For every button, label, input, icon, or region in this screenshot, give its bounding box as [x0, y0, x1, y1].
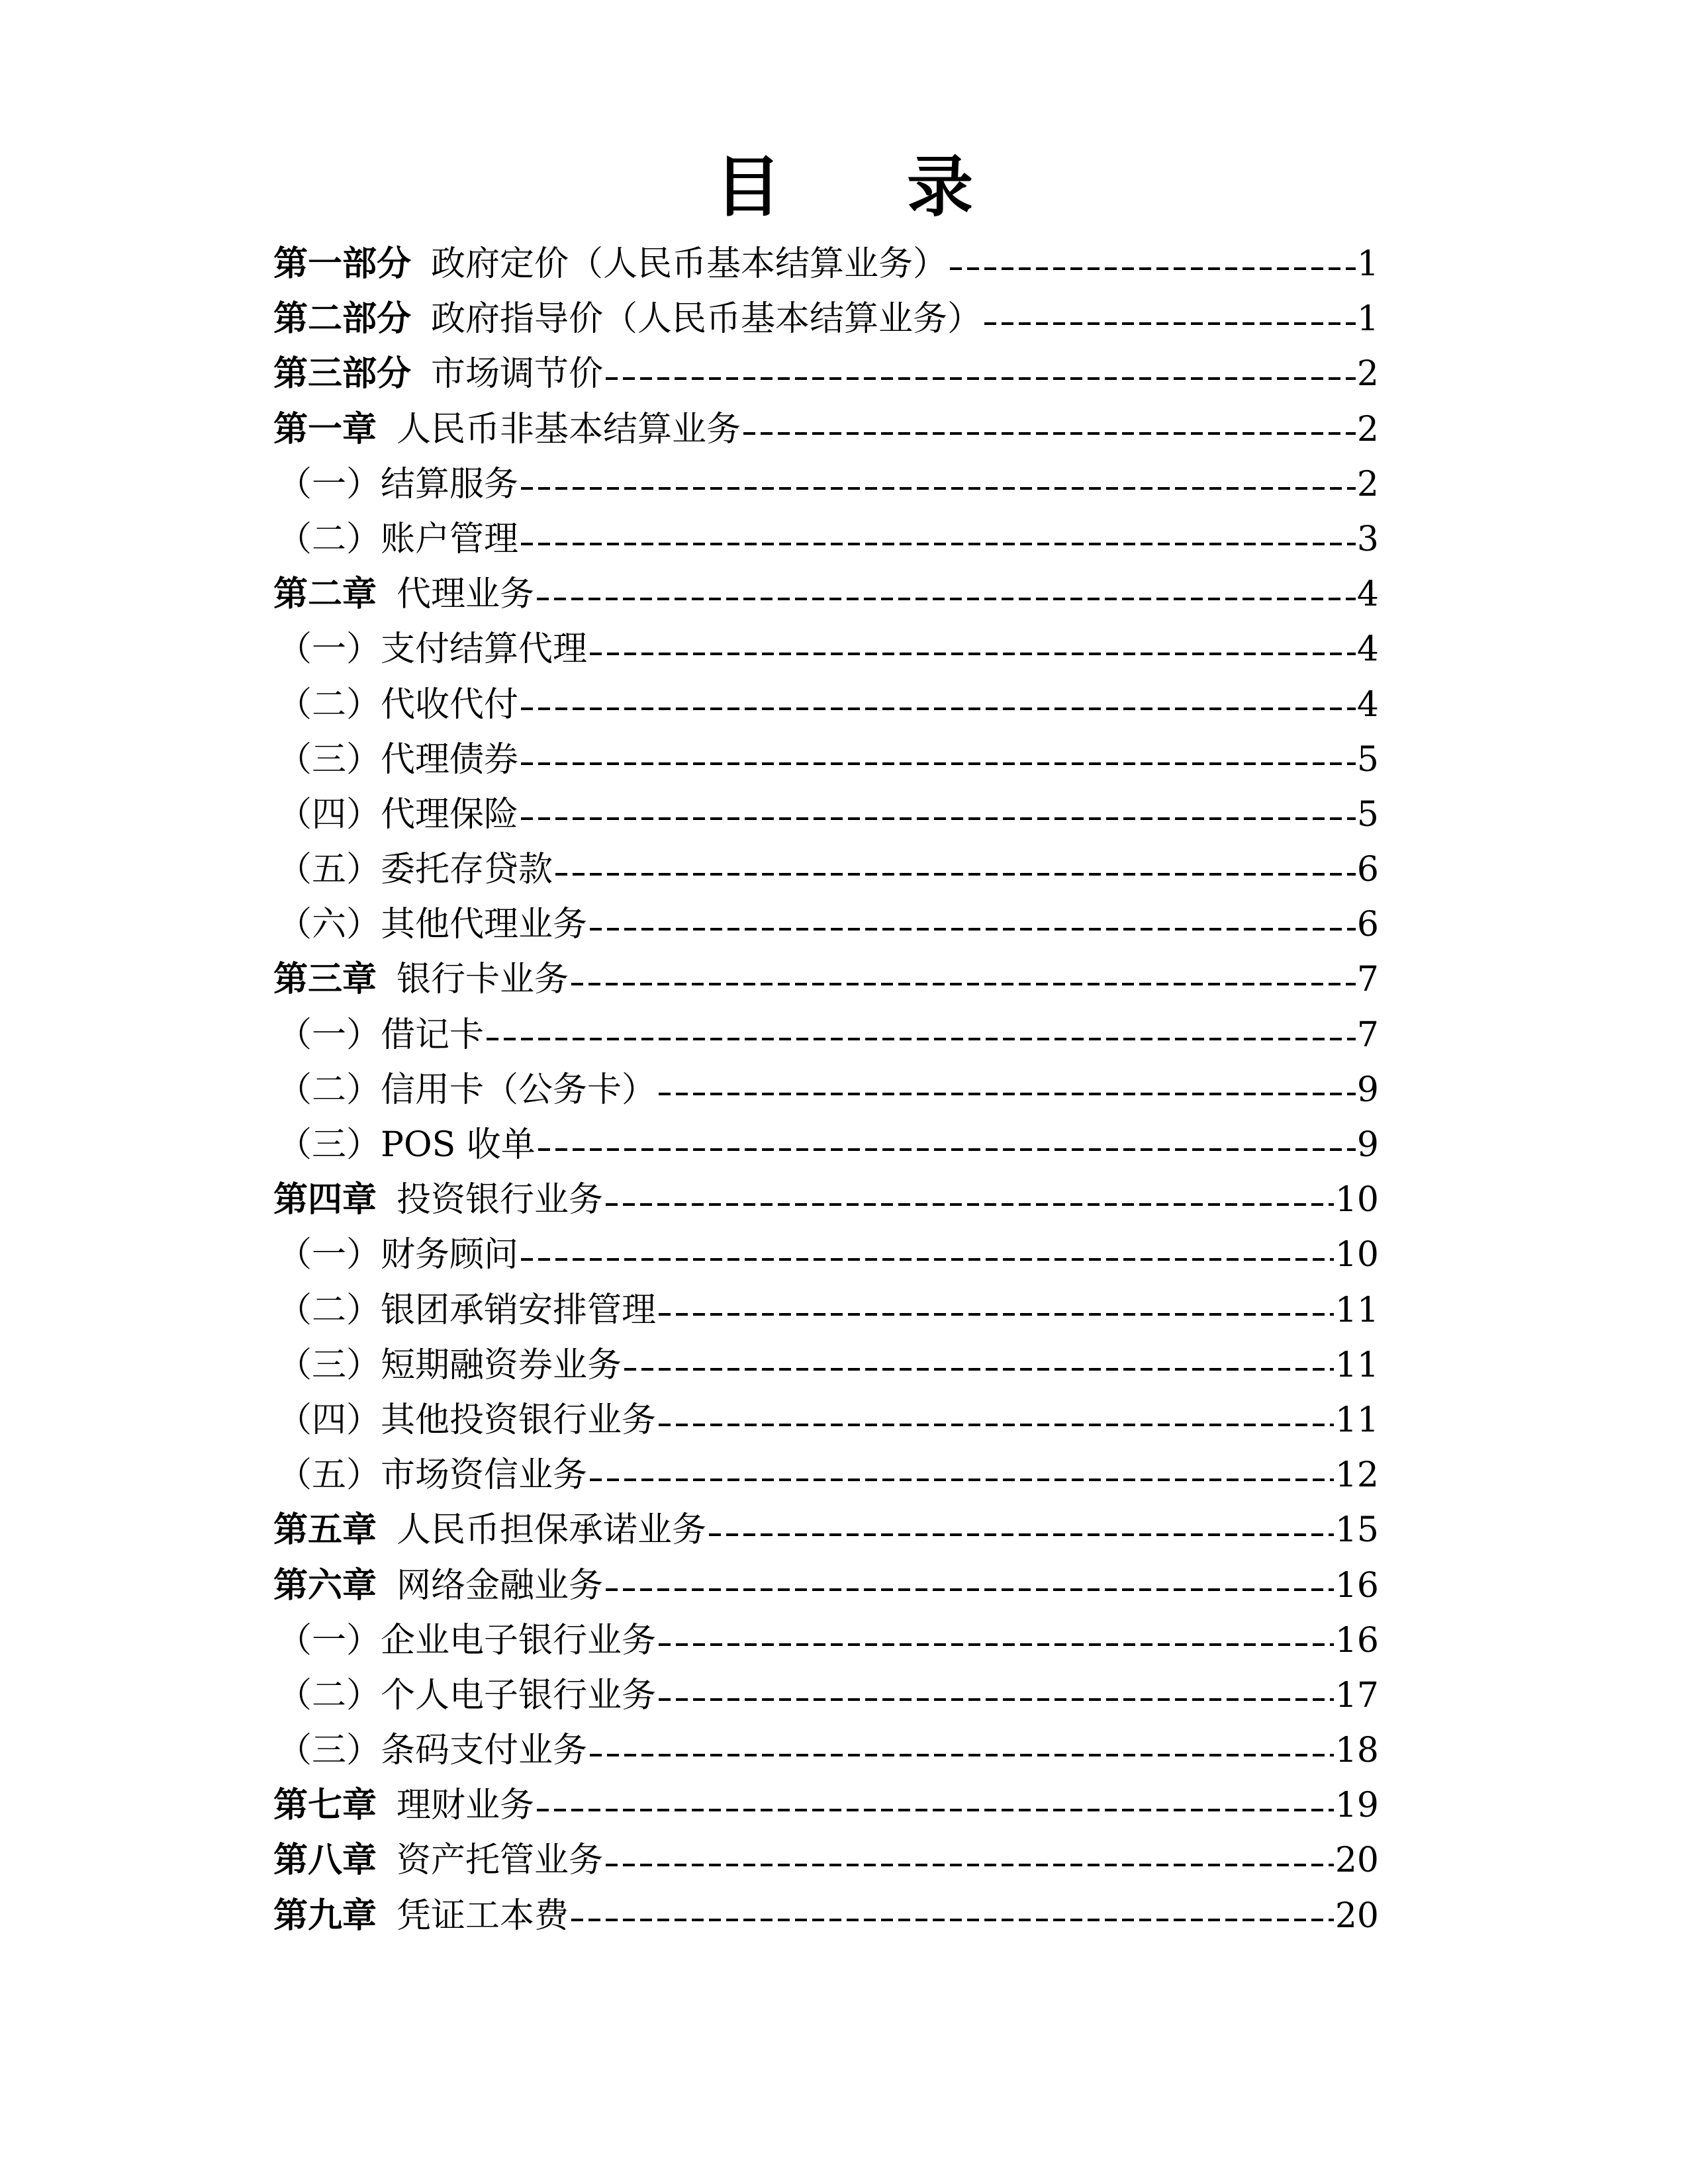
toc-entry-label-group — [273, 1559, 603, 1614]
toc-subsection-entry — [273, 457, 1379, 512]
toc-section-entry — [273, 347, 1379, 402]
toc-dash-leader — [606, 1588, 1334, 1591]
toc-entry-label-group — [277, 512, 518, 567]
toc-entry-label-group — [277, 1723, 587, 1778]
toc-page-number: 4 — [1356, 684, 1379, 725]
toc-entry-label-group — [273, 402, 741, 457]
toc-entry-label-group — [277, 1283, 656, 1338]
toc-entry-number: （五） — [277, 1455, 381, 1496]
toc-subsection-entry — [273, 1723, 1379, 1778]
toc-entry-number: （一） — [277, 1015, 381, 1055]
toc-page-number: 9 — [1356, 1069, 1379, 1110]
toc-entry-label-group — [273, 1173, 603, 1228]
toc-page-number: 6 — [1356, 905, 1379, 945]
toc-dash-leader — [571, 983, 1356, 985]
toc-section-entry — [273, 237, 1379, 292]
toc-entry-title: 代理业务 — [397, 574, 535, 615]
toc-entry-title: 政府定价（人民币基本结算业务） — [431, 244, 948, 284]
toc-dash-leader — [606, 377, 1356, 380]
toc-page-number: 7 — [1356, 960, 1379, 1000]
toc-page-number: 19 — [1335, 1786, 1379, 1826]
toc-dash-leader — [571, 1919, 1334, 1921]
toc-entry-title: 代理保险 — [381, 794, 519, 835]
toc-entry-label-group — [277, 1393, 656, 1448]
toc-entry-prefix: 第九章 — [273, 1895, 377, 1936]
toc-entry-title: 信用卡（公务卡） — [381, 1069, 657, 1110]
toc-subsection-entry — [273, 622, 1379, 677]
table-of-contents — [273, 237, 1379, 1944]
toc-page-number: 2 — [1356, 409, 1379, 449]
toc-entry-title: 账户管理 — [381, 519, 519, 559]
toc-entry-label-group — [277, 457, 518, 512]
toc-page-number: 9 — [1356, 1125, 1379, 1165]
toc-subsection-entry — [273, 1448, 1379, 1503]
toc-entry-number: （三） — [277, 1345, 381, 1385]
toc-dash-leader — [590, 1479, 1334, 1481]
toc-entry-title: 其他代理业务 — [381, 905, 588, 945]
toc-page-number: 20 — [1335, 1895, 1379, 1936]
toc-entry-number: （一） — [277, 1620, 381, 1661]
toc-dash-leader — [521, 707, 1356, 710]
toc-entry-label-group — [273, 1889, 569, 1944]
toc-entry-label-group — [277, 1118, 536, 1173]
toc-dash-leader — [538, 1148, 1356, 1151]
toc-entry-label-group — [277, 1668, 656, 1723]
toc-page-number: 2 — [1356, 464, 1379, 504]
toc-entry-prefix: 第七章 — [273, 1786, 377, 1826]
toc-entry-number: （二） — [277, 519, 381, 559]
toc-subsection-entry — [273, 1063, 1379, 1118]
toc-page-number: 2 — [1356, 354, 1379, 394]
toc-entry-title: 投资银行业务 — [397, 1180, 604, 1220]
toc-subsection-entry — [273, 1338, 1379, 1393]
title-char-1: 目 — [715, 148, 781, 226]
toc-entry-label-group — [277, 1008, 484, 1063]
toc-subsection-entry — [273, 1283, 1379, 1338]
toc-entry-title: 短期融资券业务 — [381, 1345, 622, 1385]
toc-dash-leader — [555, 873, 1356, 876]
toc-entry-title: 代收代付 — [381, 684, 519, 725]
toc-dash-leader — [521, 762, 1356, 765]
toc-page-number: 20 — [1335, 1841, 1379, 1881]
toc-entry-label-group — [273, 1503, 706, 1558]
toc-section-entry — [273, 1503, 1379, 1558]
toc-entry-label-group — [277, 1338, 622, 1393]
toc-entry-number: （二） — [277, 1675, 381, 1715]
toc-page-number: 1 — [1356, 299, 1379, 340]
toc-dash-leader — [984, 322, 1356, 325]
toc-page-number: 4 — [1356, 574, 1379, 615]
toc-entry-title: 其他投资银行业务 — [381, 1400, 657, 1440]
toc-entry-title: 个人电子银行业务 — [381, 1675, 657, 1715]
toc-entry-title: 凭证工本费 — [397, 1895, 569, 1936]
toc-section-entry — [273, 1833, 1379, 1888]
toc-page-number: 11 — [1335, 1290, 1379, 1330]
toc-entry-number: （二） — [277, 1290, 381, 1330]
toc-dash-leader — [590, 1754, 1334, 1756]
toc-dash-leader — [537, 1809, 1334, 1811]
toc-page-number: 15 — [1335, 1510, 1379, 1551]
toc-entry-label-group — [277, 1228, 518, 1283]
toc-entry-prefix: 第二部分 — [273, 299, 412, 340]
toc-dash-leader — [709, 1533, 1334, 1536]
toc-entry-number: （三） — [277, 1125, 381, 1165]
toc-entry-number: （六） — [277, 905, 381, 945]
toc-page-number: 16 — [1335, 1565, 1379, 1606]
toc-entry-label-group — [273, 1778, 534, 1833]
toc-entry-title: 理财业务 — [397, 1786, 535, 1826]
toc-dash-leader — [659, 1093, 1356, 1095]
toc-entry-prefix: 第三章 — [273, 960, 377, 1000]
toc-entry-label-group — [277, 842, 553, 897]
toc-entry-label-group — [273, 347, 603, 402]
toc-entry-number: （二） — [277, 1069, 381, 1110]
toc-entry-number: （四） — [277, 1400, 381, 1440]
toc-page-number: 5 — [1356, 794, 1379, 835]
toc-entry-label-group — [273, 1833, 603, 1888]
toc-subsection-entry — [273, 1228, 1379, 1283]
toc-section-entry — [273, 1173, 1379, 1228]
toc-entry-prefix: 第一章 — [273, 409, 377, 449]
toc-subsection-entry — [273, 512, 1379, 567]
toc-section-entry — [273, 402, 1379, 457]
toc-entry-title: 人民币担保承诺业务 — [397, 1510, 707, 1551]
toc-dash-leader — [521, 543, 1356, 545]
toc-entry-title: 条码支付业务 — [381, 1731, 588, 1771]
toc-section-entry — [273, 1889, 1379, 1944]
toc-entry-label-group — [273, 237, 947, 292]
toc-section-entry — [273, 1778, 1379, 1833]
toc-dash-leader — [590, 928, 1356, 931]
toc-subsection-entry — [273, 1668, 1379, 1723]
toc-subsection-entry — [273, 678, 1379, 733]
toc-entry-title: 财务顾问 — [381, 1235, 519, 1275]
toc-dash-leader — [606, 1203, 1334, 1206]
toc-dash-leader — [590, 653, 1356, 655]
toc-entry-prefix: 第三部分 — [273, 354, 412, 394]
toc-entry-title: 资产托管业务 — [397, 1841, 604, 1881]
toc-entry-label-group — [277, 1614, 656, 1668]
toc-entry-title: 市场资信业务 — [381, 1455, 588, 1496]
toc-subsection-entry — [273, 788, 1379, 842]
toc-dash-leader — [659, 1313, 1334, 1316]
toc-dash-leader — [624, 1368, 1334, 1371]
toc-entry-title: 企业电子银行业务 — [381, 1620, 657, 1661]
toc-page-number: 4 — [1356, 629, 1379, 670]
toc-entry-label-group — [277, 1448, 587, 1503]
toc-section-entry — [273, 292, 1379, 347]
toc-entry-title: 委托存贷款 — [381, 850, 553, 890]
toc-entry-title: 支付结算代理 — [381, 629, 588, 670]
toc-page-number: 5 — [1356, 739, 1379, 780]
toc-section-entry — [273, 952, 1379, 1007]
toc-entry-label-group — [273, 567, 534, 622]
toc-dash-leader — [659, 1698, 1334, 1701]
toc-entry-title: 借记卡 — [381, 1015, 485, 1055]
toc-entry-title: 政府指导价（人民币基本结算业务） — [431, 299, 982, 340]
toc-dash-leader — [487, 1038, 1356, 1040]
toc-entry-title: 银团承销安排管理 — [381, 1290, 657, 1330]
toc-subsection-entry — [273, 1118, 1379, 1173]
toc-entry-number: （三） — [277, 739, 381, 780]
toc-section-entry — [273, 1559, 1379, 1614]
toc-page-number: 1 — [1356, 244, 1379, 284]
toc-entry-label-group — [277, 622, 587, 677]
toc-dash-leader — [606, 1864, 1334, 1866]
toc-subsection-entry — [273, 897, 1379, 952]
toc-page-number: 12 — [1335, 1455, 1379, 1496]
toc-page-number: 10 — [1335, 1235, 1379, 1275]
toc-entry-prefix: 第八章 — [273, 1841, 377, 1881]
toc-entry-prefix: 第四章 — [273, 1180, 377, 1220]
toc-entry-title: 人民币非基本结算业务 — [397, 409, 741, 449]
toc-page-number: 17 — [1335, 1675, 1379, 1715]
toc-page-number: 7 — [1356, 1015, 1379, 1055]
toc-entry-number: （五） — [277, 850, 381, 890]
toc-entry-number: （二） — [277, 684, 381, 725]
toc-page-number: 11 — [1335, 1345, 1379, 1385]
toc-entry-number: （一） — [277, 464, 381, 504]
toc-entry-title: 市场调节价 — [431, 354, 604, 394]
toc-entry-number: （三） — [277, 1731, 381, 1771]
toc-entry-title: 银行卡业务 — [397, 960, 569, 1000]
page-title — [0, 147, 1688, 226]
toc-dash-leader — [521, 487, 1356, 490]
toc-page-number: 16 — [1335, 1620, 1379, 1661]
toc-dash-leader — [521, 1258, 1334, 1261]
toc-entry-prefix: 第六章 — [273, 1565, 377, 1606]
toc-subsection-entry — [273, 1614, 1379, 1668]
toc-entry-label-group — [277, 1063, 656, 1118]
toc-entry-prefix: 第二章 — [273, 574, 377, 615]
toc-dash-leader — [743, 432, 1356, 435]
toc-page-number: 3 — [1356, 519, 1379, 559]
toc-entry-label-group — [273, 292, 982, 347]
toc-section-entry — [273, 567, 1379, 622]
toc-entry-title: 结算服务 — [381, 464, 519, 504]
toc-entry-title: 代理债券 — [381, 739, 519, 780]
toc-dash-leader — [659, 1643, 1334, 1646]
toc-page-number: 11 — [1335, 1400, 1379, 1440]
toc-subsection-entry — [273, 842, 1379, 897]
toc-page-number: 10 — [1335, 1180, 1379, 1220]
toc-page-number: 6 — [1356, 850, 1379, 890]
toc-subsection-entry — [273, 1008, 1379, 1063]
toc-entry-label-group — [277, 678, 518, 733]
toc-entry-label-group — [277, 788, 518, 842]
toc-subsection-entry — [273, 733, 1379, 788]
toc-page-number: 18 — [1335, 1731, 1379, 1771]
toc-entry-number: （四） — [277, 794, 381, 835]
toc-dash-leader — [659, 1424, 1334, 1426]
title-char-2: 录 — [907, 148, 973, 226]
toc-entry-prefix: 第一部分 — [273, 244, 412, 284]
toc-entry-label-group — [277, 897, 587, 952]
toc-entry-prefix: 第五章 — [273, 1510, 377, 1551]
toc-entry-label-group — [273, 952, 569, 1007]
toc-entry-title: 网络金融业务 — [397, 1565, 604, 1606]
toc-entry-label-group — [277, 733, 518, 788]
toc-entry-number: （一） — [277, 1235, 381, 1275]
toc-subsection-entry — [273, 1393, 1379, 1448]
toc-entry-number: （一） — [277, 629, 381, 670]
toc-entry-title: POS 收单 — [381, 1125, 536, 1165]
toc-dash-leader — [537, 598, 1356, 600]
toc-dash-leader — [521, 817, 1356, 820]
toc-dash-leader — [950, 267, 1356, 270]
